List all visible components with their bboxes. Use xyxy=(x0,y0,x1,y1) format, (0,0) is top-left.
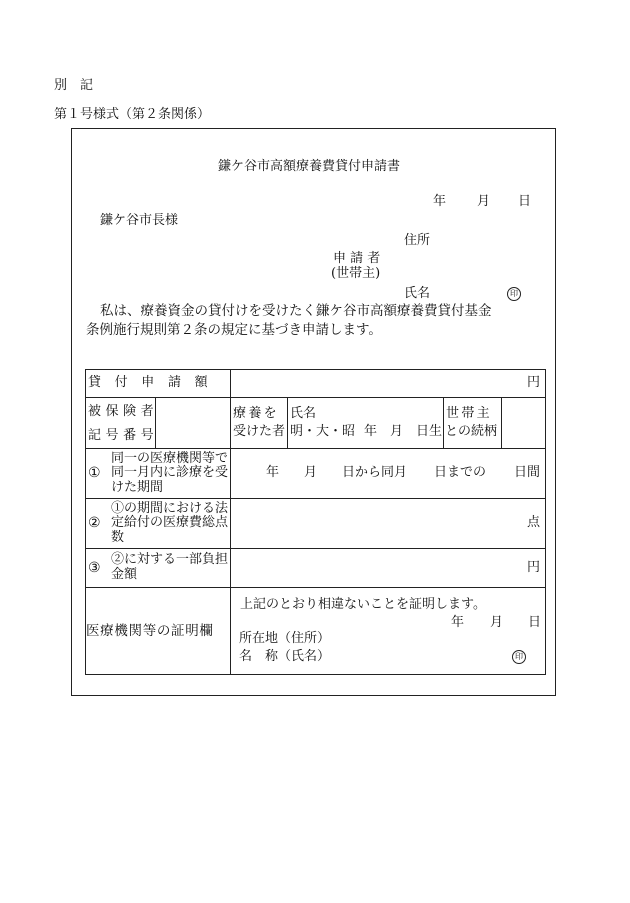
period-year-label: 年 xyxy=(266,465,280,480)
loan-amount-unit: 円 xyxy=(527,375,541,390)
row-1-label-line-3: けた期間 xyxy=(111,480,164,495)
patient-label-line-2: 受けた者 xyxy=(233,424,286,439)
table-line xyxy=(501,397,502,448)
date-year-label: 年 xyxy=(433,194,447,209)
row-1-number: ① xyxy=(88,465,101,481)
date-day-label: 日 xyxy=(518,194,532,209)
cert-location-label: 所在地（住所） xyxy=(239,631,331,646)
row-1-label-line-2: 同一月内に診療を受 xyxy=(111,465,229,480)
row-1-label-line-1: 同一の医療機関等で xyxy=(111,451,229,466)
birth-year-label: 年 xyxy=(364,424,378,439)
cert-name-label: 名 称（氏名） xyxy=(239,649,331,664)
insured-label-line-1: 被保険者 xyxy=(88,404,159,419)
loan-amount-label: 貸付申請額 xyxy=(88,375,222,390)
table-line xyxy=(545,369,546,674)
insured-label-line-2: 記号番号 xyxy=(88,428,159,443)
row-3-label-line-2: 金額 xyxy=(111,567,138,582)
cert-year-label: 年 xyxy=(451,615,465,630)
table-line xyxy=(443,397,444,448)
birth-era-label: 明・大・昭 xyxy=(290,424,356,439)
table-line xyxy=(85,548,546,549)
applicant-seal-icon: 印 xyxy=(507,287,521,301)
cert-day-label: 日 xyxy=(528,615,542,630)
application-text-line-1: 私は、療養資金の貸付けを受けたく鎌ケ谷市高額療養費貸付基金 xyxy=(100,303,492,319)
appendix-label: 別 記 xyxy=(54,78,94,93)
table-line xyxy=(85,498,546,499)
patient-label-line-1: 療養を xyxy=(233,406,280,421)
cert-month-label: 月 xyxy=(490,615,504,630)
row-2-number: ② xyxy=(88,515,101,531)
birth-month-label: 月 xyxy=(390,424,404,439)
applicant-label: 申 請 者 xyxy=(333,251,381,266)
date-month-label: 月 xyxy=(477,194,491,209)
table-line xyxy=(85,448,546,449)
relation-label-line-2: との続柄 xyxy=(445,424,498,439)
copay-unit: 円 xyxy=(527,560,541,575)
period-month-label: 月 xyxy=(304,465,318,480)
row-3-label-line-1: ②に対する一部負担 xyxy=(111,552,229,567)
row-2-label-line-2: 定給付の医療費総点 xyxy=(111,515,229,530)
table-line xyxy=(85,369,546,370)
birth-day-label: 日生 xyxy=(416,424,443,439)
applicant-address-label: 住所 xyxy=(404,233,431,248)
patient-name-label: 氏名 xyxy=(290,406,317,421)
table-line xyxy=(287,397,288,448)
certification-statement: 上記のとおり相違ないことを証明します。 xyxy=(240,597,486,612)
addressee: 鎌ケ谷市長様 xyxy=(100,213,179,228)
householder-label: (世帯主) xyxy=(331,266,381,281)
certification-label: 医療機関等の証明欄 xyxy=(86,623,214,639)
period-from-label: 日から同月 xyxy=(342,465,408,480)
applicant-name-label: 氏名 xyxy=(404,286,431,301)
points-unit: 点 xyxy=(527,515,541,530)
table-line xyxy=(85,587,546,588)
relation-label-line-1: 世帯主 xyxy=(446,406,493,421)
period-days-label: 日間 xyxy=(514,465,541,480)
cert-seal-icon: 印 xyxy=(512,650,526,664)
row-2-label-line-3: 数 xyxy=(111,530,125,545)
form-title: 鎌ケ谷市高額療養費貸付申請書 xyxy=(218,159,401,174)
period-until-label: 日までの xyxy=(434,465,487,480)
row-3-number: ③ xyxy=(88,560,101,576)
form-number-label: 第１号様式（第２条関係） xyxy=(54,107,211,122)
row-2-label-line-1: ①の期間における法 xyxy=(111,501,229,516)
table-line xyxy=(85,674,546,675)
table-line xyxy=(230,369,231,674)
application-text-line-2: 条例施行規則第２条の規定に基づき申請します。 xyxy=(86,322,382,338)
